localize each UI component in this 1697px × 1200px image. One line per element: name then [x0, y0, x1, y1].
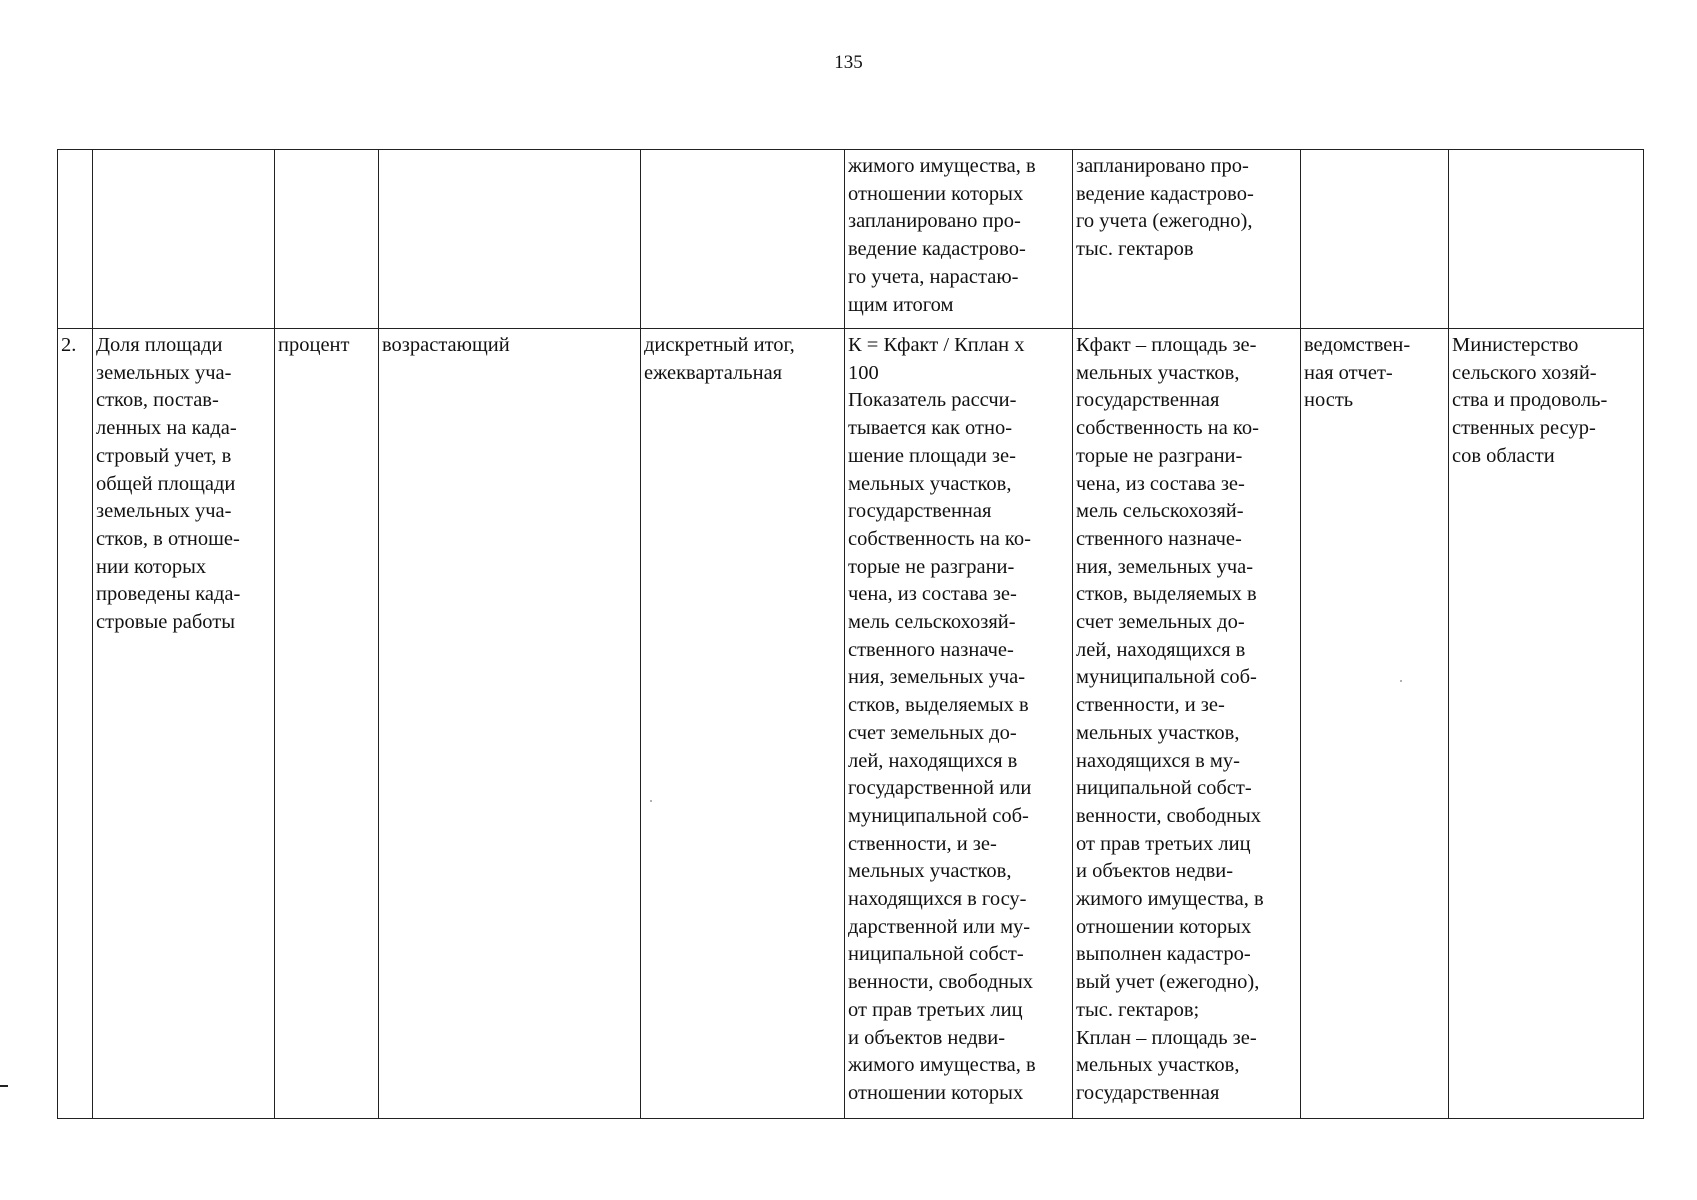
- scan-speck: [650, 800, 652, 802]
- source-cell: ведомствен- ная отчет- ность: [1301, 329, 1449, 1119]
- scan-speck: [1400, 680, 1402, 682]
- formula-cell: жимого имущества, в отношении которых запланировано про- ведение кадастрово- го учета, нарастаю- щим итогом: [845, 150, 1073, 329]
- formula-cell: К = Кфакт / Кплан х 100 Показатель рассчи- тывается как отно- шение площади зе- мельных участков, государственная собственность на ко- торые не разграни- чена, из состава зе- мель сельскохозяй- ственного назначе- ния, земельных уча- стков, выделяемых в счет земельных до- лей, находящихся в государственной или муниципальной соб- ственности, и зе- мельных участков, находящихся в госу- дарственной или му- ниципальной собст- венности, свободных от прав третьих лиц и объектов недви- жимого имущества, в отношении которых: [845, 329, 1073, 1119]
- responsible-cell: [1449, 150, 1644, 329]
- definition-cell: Кфакт – площадь зе- мельных участков, государственная собственность на ко- торые не разграни- чена, из состава зе- мель сельскохозяй- ственного назначе- ния, земельных уча- стков, выделяемых в счет земельных до- лей, находящихся в муниципальной соб- ственности, и зе- мельных участков, находящихся в му- ниципальной собст- венности, свободных от прав третьих лиц и объектов недви- жимого имущества, в отношении которых выполнен кадастро- вый учет (ежегодно), тыс. гектаров; Кплан – площадь зе- мельных участков, государственная: [1073, 329, 1301, 1119]
- source-cell: [1301, 150, 1449, 329]
- unit-cell: [275, 150, 379, 329]
- definition-cell: запланировано про- ведение кадастрово- го учета (ежегодно), тыс. гектаров: [1073, 150, 1301, 329]
- responsible-cell: Министерство сельского хозяй- ства и продоволь- ственных ресур- сов области: [1449, 329, 1644, 1119]
- trend-cell: [379, 150, 641, 329]
- periodicity-cell: дискретный итог, ежеквартальная: [641, 329, 845, 1119]
- unit-cell: процент: [275, 329, 379, 1119]
- periodicity-cell: [641, 150, 845, 329]
- page-number: 135: [834, 52, 863, 73]
- indicator-name-cell: Доля площади земельных уча- стков, постав- ленных на када- стровый учет, в общей площади земельных уча- стков, в отноше- нии которых проведены када- стровые работы: [93, 329, 275, 1119]
- row-number-cell: 2.: [58, 329, 93, 1119]
- indicator-name-cell: [93, 150, 275, 329]
- scan-edge-mark: [0, 1085, 8, 1087]
- indicator-table: [57, 149, 1644, 1119]
- table-row: [58, 150, 1644, 329]
- table-row: [58, 329, 1644, 1119]
- trend-cell: возрастающий: [379, 329, 641, 1119]
- row-number-cell: [58, 150, 93, 329]
